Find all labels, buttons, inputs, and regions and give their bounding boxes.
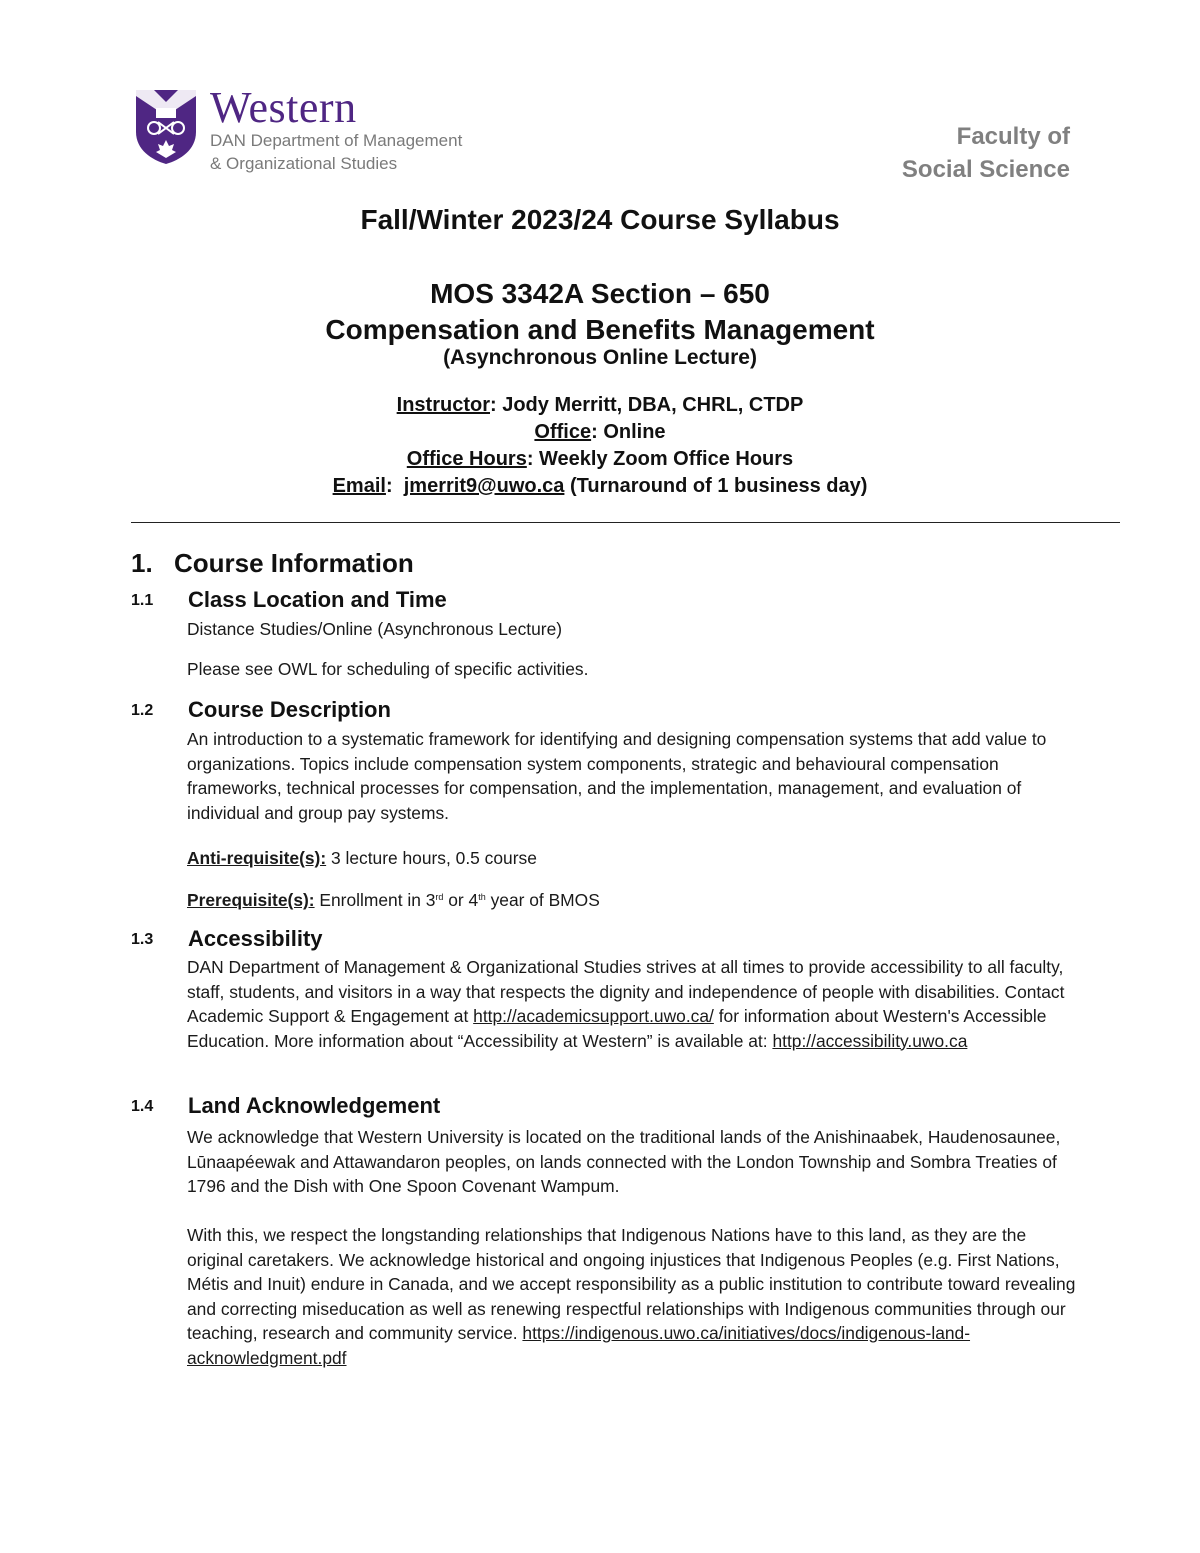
office-line: Office: Online	[534, 421, 666, 443]
western-shield-icon	[134, 88, 198, 166]
subsection-heading: 1.3 Accessibility	[131, 926, 323, 951]
course-description: An introduction to a systematic framework for identifying and designing compensation systems that add value to organizations. Topics include compensation system components, strategic and behavioural compensation frameworks, technical processes for compensation, and the implementation, management, and evaluation of individual and group pay systems.	[187, 729, 1047, 823]
logo-wordmark: Western	[210, 83, 357, 132]
subsection-heading: 1.2 Course Description	[131, 697, 391, 722]
office-hours-line: Office Hours: Weekly Zoom Office Hours	[406, 448, 794, 470]
paragraph: Please see OWL for scheduling of specific activities.	[187, 659, 589, 679]
logo-dept-line: & Organizational Studies	[210, 154, 398, 173]
faculty-label	[902, 120, 1070, 186]
course-name: Compensation and Benefits Management	[325, 314, 875, 345]
email-line: Email: jmerrit9@uwo.ca (Turnaround of 1 business day)	[332, 475, 868, 497]
academic-support-link[interactable]: http://academicsupport.uwo.ca/	[473, 1006, 714, 1026]
course-format: (Asynchronous Online Lecture)	[443, 346, 757, 369]
subsection-heading: 1.1 Class Location and Time	[131, 587, 447, 612]
instructor-line: Instructor: Jody Merritt, DBA, CHRL, CTDP	[396, 394, 804, 416]
subsection-heading: 1.4 Land Acknowledgement	[131, 1093, 441, 1118]
section-heading: 1. Course Information	[131, 548, 414, 578]
email-link[interactable]: jmerrit9@uwo.ca	[403, 475, 565, 497]
logo-dept-line: DAN Department of Management	[210, 131, 463, 150]
contact-block	[0, 392, 1200, 500]
accessibility-text: DAN Department of Management & Organizational Studies strives at all times to provide accessibility to all faculty, staff, students, and visitors in a way that respects the dignity and independence of people with disabilities. Contact Academic Support & Engagement at http://academicsupport.uwo.ca/ for information about Western's Accessible Education. More information about “Accessibility at Western” is available at: http://accessibility.uwo.ca	[187, 957, 1065, 1051]
faculty-line: Social Science	[901, 156, 1070, 183]
course-code: MOS 3342A Section – 650	[430, 278, 770, 309]
land-ack-paragraph: We acknowledge that Western University is located on the traditional lands of the Anishinaabek, Haudenosaunee, Lūnaapéewak and Attawandaron peoples, on lands connected with the London Township and Sombra Treaties of 1796 and the Dish with One Spoon Covenant Wampum.	[187, 1127, 1061, 1196]
western-logo	[134, 83, 463, 174]
course-title	[0, 276, 1200, 348]
land-ack-link[interactable]: https://indigenous.uwo.ca/initiatives/docs/indigenous-land-acknowledgment.pdf	[187, 1323, 971, 1368]
land-ack-paragraph: With this, we respect the longstanding relationships that Indigenous Nations have to this land, as they are the original caretakers. We acknowledge historical and ongoing injustices that Indigenous Peoples (e.g. First Nations, Métis and Inuit) endure in Canada, and we accept responsibility as a public institution to contribute toward revealing and correcting miseducation as well as renewing respectful relationships with Indigenous communities through our teaching, research and community service. https://indigenous.uwo.ca/initiatives/docs/indigenous-land-acknowledgment.pdf	[187, 1225, 1076, 1368]
anti-requisites: Anti-requisite(s): 3 lecture hours, 0.5 course	[187, 848, 537, 868]
faculty-line: Faculty of	[956, 123, 1070, 150]
divider	[131, 522, 1120, 523]
prerequisites: Prerequisite(s): Enrollment in 3rd or 4th year of BMOS	[187, 890, 600, 910]
syllabus-title: Fall/Winter 2023/24 Course Syllabus	[360, 204, 840, 235]
paragraph: Distance Studies/Online (Asynchronous Lecture)	[187, 619, 563, 639]
accessibility-link[interactable]: http://accessibility.uwo.ca	[772, 1030, 968, 1051]
